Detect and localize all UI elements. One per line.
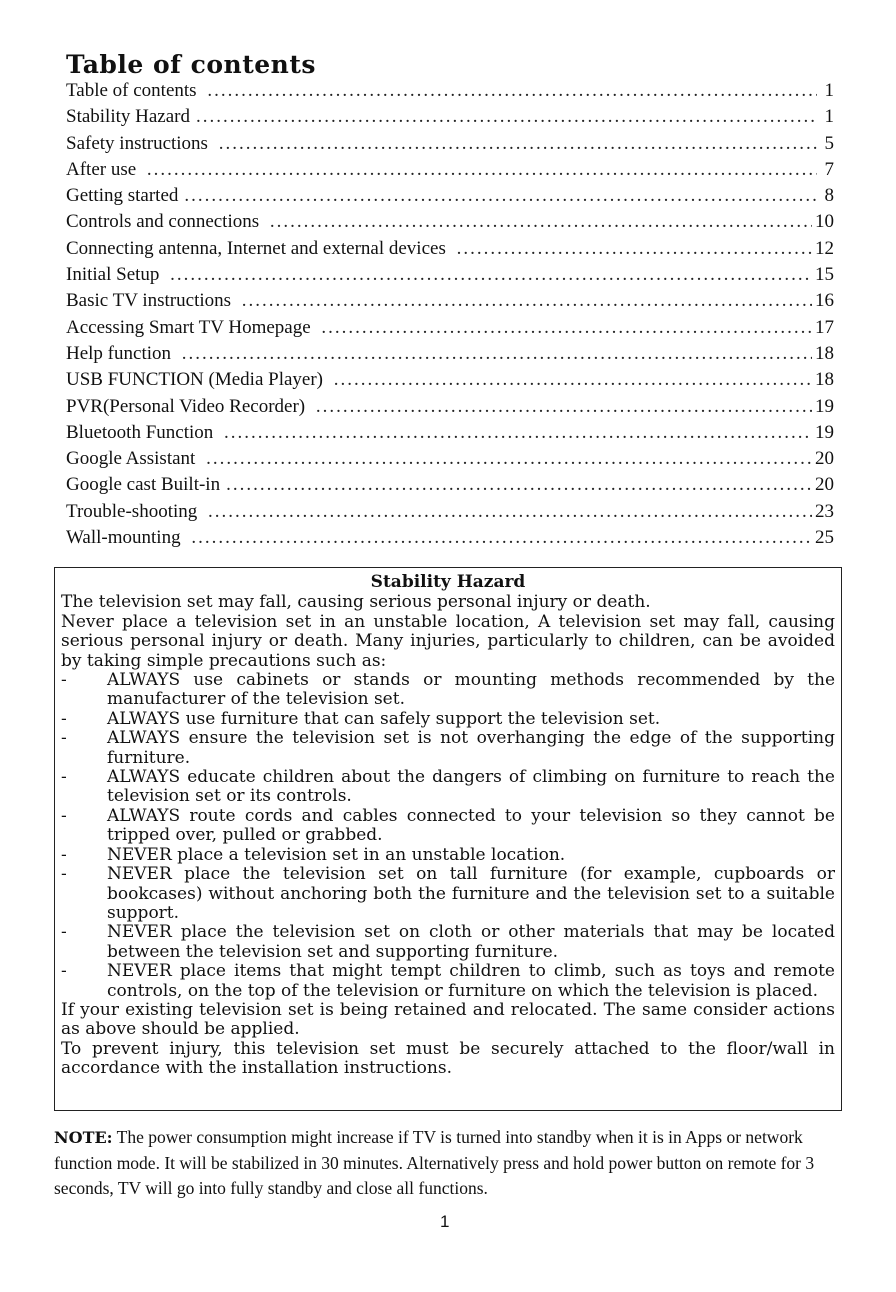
toc-entry-label: Accessing Smart TV Homepage — [66, 316, 316, 338]
toc-entry-label: After use — [66, 158, 141, 180]
toc-leader-dots — [208, 501, 812, 523]
toc-entry-page: 17 — [815, 316, 834, 338]
toc-entry[interactable] — [66, 396, 834, 422]
toc-entry[interactable] — [66, 159, 834, 185]
toc-leader-dots — [170, 264, 812, 286]
page-number: 1 — [440, 1212, 450, 1231]
hazard-precaution-text: NEVER place a television set in an unstable location. — [107, 844, 566, 865]
toc-entry[interactable] — [66, 238, 834, 264]
toc-entry[interactable] — [66, 185, 834, 211]
hazard-precaution-item — [61, 710, 835, 729]
hazard-precaution-text: ALWAYS use cabinets or stands or mounting methods recommended by the manufacturer of the television set. — [107, 670, 835, 710]
toc-entry-label: Table of contents — [66, 80, 202, 101]
hazard-precaution-item — [61, 671, 835, 710]
toc-entry-label: Initial Setup — [66, 264, 165, 286]
toc-entry-page: 5 — [824, 132, 834, 154]
toc-entry-page: 15 — [815, 264, 834, 286]
toc-entry-page: 1 — [824, 106, 834, 128]
toc-title: Table of contents — [66, 50, 316, 79]
toc-leader-dots — [191, 527, 812, 549]
toc-entry[interactable] — [66, 290, 834, 316]
toc-leader-dots — [457, 238, 812, 260]
toc-entry[interactable] — [66, 343, 834, 369]
toc-entry-page: 19 — [815, 395, 834, 417]
toc-entry-page: 18 — [815, 369, 834, 391]
toc-leader-dots — [316, 396, 812, 418]
hazard-precaution-item — [61, 768, 835, 807]
hazard-precaution-text: ALWAYS route cords and cables connected to your television so they cannot be tripped over, pulled or grabbed. — [107, 805, 835, 846]
list-dash: - — [61, 767, 67, 788]
toc-entry[interactable] — [66, 106, 834, 132]
toc-leader-dots — [224, 422, 812, 444]
hazard-outro-2: To prevent injury, this television set must be securely attached to the floor/wall in accordance with the installation instructions. — [61, 1038, 835, 1079]
toc-entry-label: Trouble-shooting — [66, 500, 203, 522]
toc-entry[interactable] — [66, 133, 834, 159]
toc-entry-label: Basic TV instructions — [66, 290, 236, 312]
toc-entry[interactable] — [66, 422, 834, 448]
hazard-precaution-text: NEVER place the television set on cloth or other materials that may be located between the television set and supporting furniture. — [107, 922, 835, 962]
toc-entry-label: Connecting antenna, Internet and external devices — [66, 237, 451, 259]
power-note — [54, 1125, 846, 1202]
toc-entry-page: 16 — [815, 290, 834, 312]
toc-leader-dots — [184, 185, 817, 207]
toc-entry-page: 7 — [824, 158, 834, 180]
toc-entry-page: 10 — [815, 211, 834, 233]
toc-entry-page: 1 — [824, 80, 834, 101]
toc-entry-page: 20 — [815, 474, 834, 496]
toc-entry-label: Google Assistant — [66, 448, 201, 470]
hazard-intro-2: Never place a television set in an unstable location, A television set may fall, causing serious personal injury or death. Many injuries, particularly to children, can be avoided by taking simple precautions such as: — [61, 611, 835, 671]
toc-entry-page: 12 — [815, 237, 834, 259]
list-dash: - — [61, 922, 67, 943]
toc-leader-dots — [270, 211, 812, 233]
hazard-precaution-item — [61, 807, 835, 846]
hazard-outro-1: If your existing television set is being retained and relocated. The same consider actions as above should be applied. — [61, 999, 835, 1040]
toc-entry-page: 8 — [824, 185, 834, 207]
hazard-precaution-item — [61, 846, 835, 865]
hazard-title: Stability Hazard — [370, 572, 526, 592]
toc-leader-dots — [182, 343, 812, 365]
toc-entry-label: Controls and connections — [66, 211, 264, 233]
toc-entry[interactable] — [66, 369, 834, 395]
list-dash: - — [61, 961, 67, 982]
toc-entry-label: Stability Hazard — [66, 106, 190, 128]
toc-entry-page: 18 — [815, 342, 834, 364]
hazard-precaution-item — [61, 923, 835, 962]
toc-leader-dots — [226, 474, 812, 496]
toc-entry-label: Wall-mounting — [66, 527, 186, 549]
toc-entry-label: USB FUNCTION (Media Player) — [66, 369, 328, 391]
toc-leader-dots — [206, 448, 812, 470]
toc-entry-label: Safety instructions — [66, 132, 213, 154]
toc-entry-page: 23 — [815, 500, 834, 522]
toc-leader-dots — [147, 159, 817, 181]
toc-leader-dots — [334, 369, 812, 391]
toc-leader-dots — [219, 133, 817, 155]
hazard-intro-1: The television set may fall, causing serious personal injury or death. — [61, 592, 651, 613]
hazard-precaution-text: NEVER place the television set on tall furniture (for example, cupboards or bookcases) without anchoring both the furniture and the television set to a suitable support. — [107, 864, 835, 923]
toc-entry[interactable] — [66, 264, 834, 290]
toc-leader-dots — [196, 106, 817, 128]
hazard-precaution-text: ALWAYS educate children about the dangers of climbing on furniture to reach the television set or its controls. — [107, 767, 835, 807]
toc-entry-label: Google cast Built-in — [66, 474, 221, 496]
note-text: The power consumption might increase if TV is turned into standby when it is in Apps or network function mode. It will be stabilized in 30 minutes. Alternatively press and hold power button on remote for 3 seconds, TV will go into fully standby and close all functions. — [54, 1127, 815, 1198]
note-label: NOTE: — [54, 1128, 113, 1147]
toc-entry[interactable] — [66, 211, 834, 237]
list-dash: - — [61, 805, 67, 826]
toc-entry-label: PVR(Personal Video Recorder) — [66, 395, 310, 417]
toc-entry[interactable] — [66, 474, 834, 500]
list-dash: - — [61, 728, 67, 749]
hazard-precaution-item — [61, 962, 835, 1001]
toc-entry-label: Bluetooth Function — [66, 421, 218, 443]
list-dash: - — [61, 708, 67, 729]
list-dash: - — [61, 844, 67, 865]
list-dash: - — [61, 670, 67, 691]
list-dash: - — [61, 864, 67, 885]
hazard-precautions-list — [61, 671, 835, 1001]
toc-entry-page: 19 — [815, 421, 834, 443]
toc-entry-page: 25 — [815, 527, 834, 549]
hazard-precaution-text: ALWAYS use furniture that can safely support the television set. — [107, 708, 661, 729]
toc-entry[interactable] — [66, 80, 834, 106]
hazard-precaution-item — [61, 865, 835, 923]
toc-entry-page: 20 — [815, 448, 834, 470]
toc-leader-dots — [207, 80, 817, 102]
toc-entry-label: Help function — [66, 342, 176, 364]
toc-entry[interactable] — [66, 501, 834, 527]
toc-entry-label: Getting started — [66, 185, 179, 207]
toc-entry[interactable] — [66, 448, 834, 474]
hazard-precaution-item — [61, 729, 835, 768]
hazard-precaution-text: NEVER place items that might tempt children to climb, such as toys and remote controls, on the top of the television or furniture on which the television is placed. — [107, 961, 835, 1001]
toc-leader-dots — [242, 290, 812, 312]
hazard-precaution-text: ALWAYS ensure the television set is not overhanging the edge of the supporting furniture. — [107, 728, 835, 768]
toc-leader-dots — [321, 317, 812, 339]
stability-hazard-box — [54, 567, 842, 1111]
toc-list — [66, 80, 834, 553]
toc-entry[interactable] — [66, 527, 834, 553]
toc-entry[interactable] — [66, 317, 834, 343]
